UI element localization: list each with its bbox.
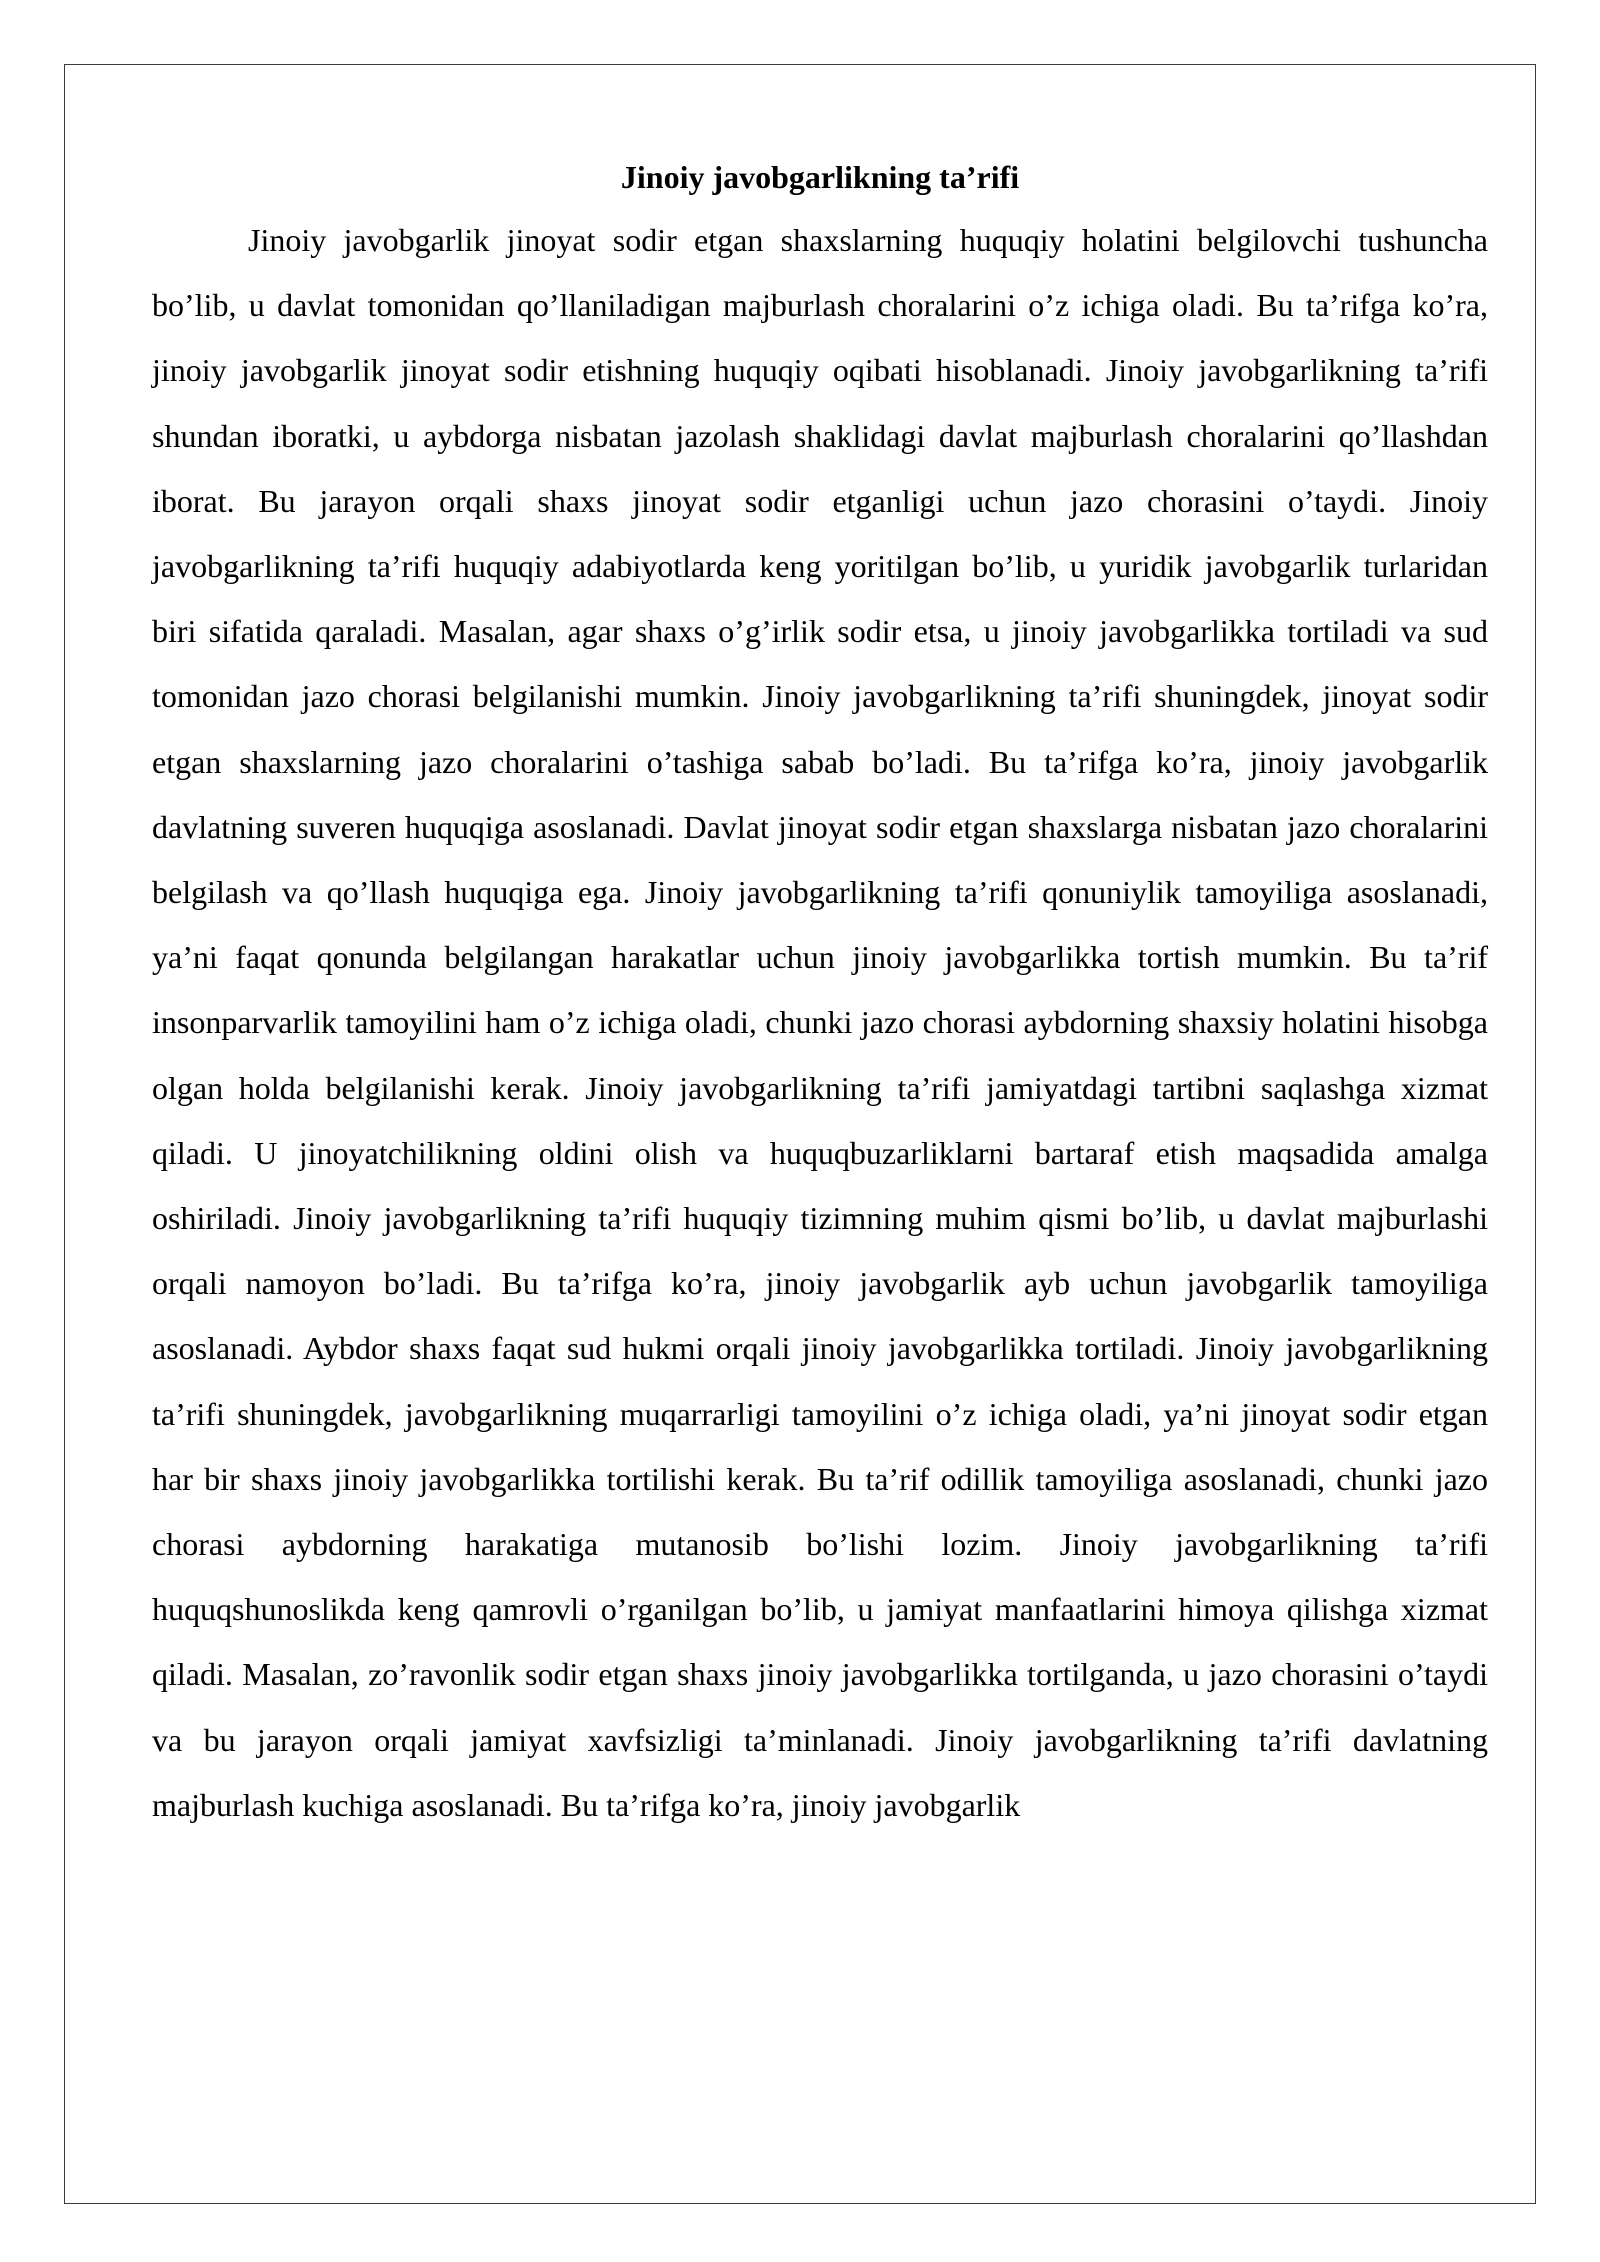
body-paragraph: Jinoiy javobgarlik jinoyat sodir etgan shaxslarning huquqiy holatini belgilovchi tushuncha bo’lib, u davlat tomonidan qo’llaniladigan majburlash choralarini o’z ichiga oladi. Bu ta’rifga ko’ra, jinoiy javobgarlik jinoyat sodir etishning huquqiy oqibati hisoblanadi. Jinoiy javobgarlikning ta’rifi shundan iboratki, u aybdorga nisbatan jazolash shaklidagi davlat majburlash choralarini qo’llashdan iborat. Bu jarayon orqali shaxs jinoyat sodir etganligi uchun jazo chorasini o’taydi. Jinoiy javobgarlikning ta’rifi huquqiy adabiyotlarda keng yoritilgan bo’lib, u yuridik javobgarlik turlaridan biri sifatida qaraladi. Masalan, agar shaxs o’g’irlik sodir etsa, u jinoiy javobgarlikka tortiladi va sud tomonidan jazo chorasi belgilanishi mumkin. Jinoiy javobgarlikning ta’rifi shuningdek, jinoyat sodir etgan shaxslarning jazo choralarini o’tashiga sabab bo’ladi. Bu ta’rifga ko’ra, jinoiy javobgarlik davlatning suveren huquqiga asoslanadi. Davlat jinoyat sodir etgan shaxslarga nisbatan jazo choralarini belgilash va qo’llash huquqiga ega. Jinoiy javobgarlikning ta’rifi qonuniylik tamoyiliga asoslanadi, ya’ni faqat qonunda belgilangan harakatlar uchun jinoiy javobgarlikka tortish mumkin. Bu ta’rif insonparvarlik tamoyilini ham o’z ichiga oladi, chunki jazo chorasi aybdorning shaxsiy holatini hisobga olgan holda belgilanishi kerak. Jinoiy javobgarlikning ta’rifi jamiyatdagi tartibni saqlashga xizmat qiladi. U jinoyatchilikning oldini olish va huquqbuzarliklarni bartaraf etish maqsadida amalga oshiriladi. Jinoiy javobgarlikning ta’rifi huquqiy tizimning muhim qismi bo’lib, u davlat majburlashi orqali namoyon bo’ladi. Bu ta’rifga ko’ra, jinoiy javobgarlik ayb uchun javobgarlik tamoyiliga asoslanadi. Aybdor shaxs faqat sud hukmi orqali jinoiy javobgarlikka tortiladi. Jinoiy javobgarlikning ta’rifi shuningdek, javobgarlikning muqarrarligi tamoyilini o’z ichiga oladi, ya’ni jinoyat sodir etgan har bir shaxs jinoiy javobgarlikka tortilishi kerak. Bu ta’rif odillik tamoyiliga asoslanadi, chunki jazo chorasi aybdorning harakatiga mutanosib bo’lishi lozim. Jinoiy javobgarlikning ta’rifi huquqshunoslikda keng qamrovli o’rganilgan bo’lib, u jamiyat manfaatlarini himoya qilishga xizmat qiladi. Masalan, zo’ravonlik sodir etgan shaxs jinoiy javobgarlikka tortilganda, u jazo chorasini o’taydi va bu jarayon orqali jamiyat xavfsizligi ta’minlanadi. Jinoiy javobgarlikning ta’rifi davlatning majburlash kuchiga asoslanadi. Bu ta’rifga ko’ra, jinoiy javobgarlik xyxy=(152,222,1488,1823)
document-title: Jinoiy javobgarlikning ta’rifi xyxy=(620,159,1020,195)
document-body xyxy=(152,146,1488,1838)
